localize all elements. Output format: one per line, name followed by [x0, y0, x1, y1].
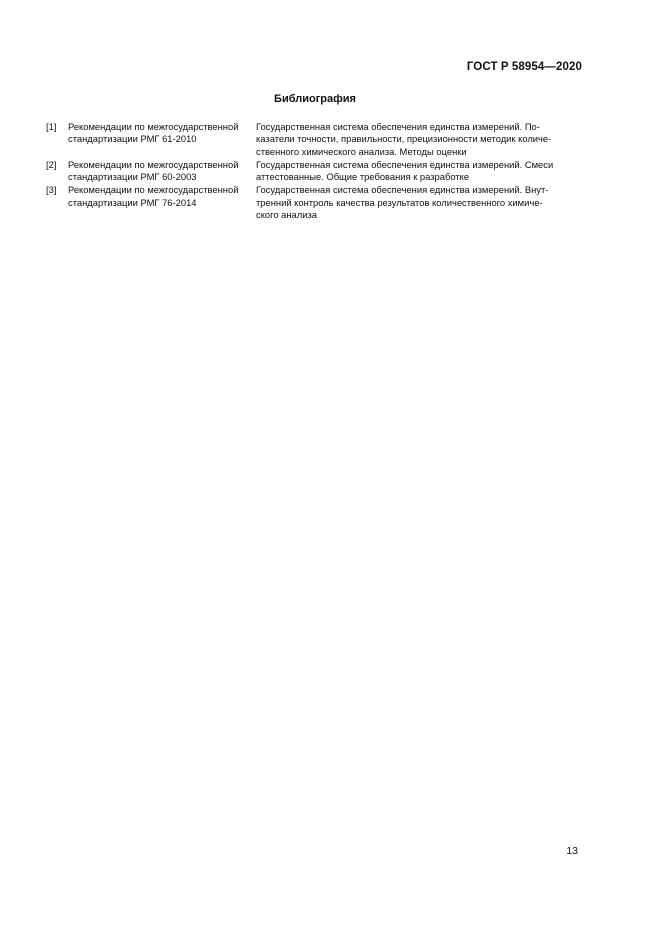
- entry-title: [256, 121, 580, 158]
- entry-number: [1]: [46, 121, 57, 132]
- entry-title-line: аттестованные. Общие требования к разработке: [256, 171, 470, 183]
- entry-title-line: Государственная система обеспечения единства измерений. По-: [256, 121, 540, 132]
- entry-title: [256, 184, 580, 221]
- entry-title-line: Государственная система обеспечения единства измерений. Внут-: [256, 184, 549, 196]
- entry-source-line: стандартизации РМГ 76-2014: [68, 196, 197, 208]
- entry-source-line: Рекомендации по межгосударственной: [68, 184, 239, 196]
- entry-title: [256, 159, 580, 184]
- entry-number: [3]: [46, 184, 57, 196]
- bibliography-entry: [46, 159, 580, 184]
- entry-source-line: Рекомендации по межгосударственной: [68, 121, 239, 132]
- entry-source: [68, 159, 256, 184]
- entry-source-line: стандартизации РМГ 60-2003: [68, 171, 197, 183]
- bibliography-entry: [46, 184, 580, 221]
- entry-source-line: стандартизации РМГ 61-2010: [68, 133, 197, 145]
- standard-code: ГОСТ Р 58954—2020: [466, 61, 582, 73]
- entry-title-line: тренний контроль качества результатов количественного химиче-: [256, 196, 543, 208]
- entry-title-line: казатели точности, правильности, прецизионности методик количе-: [256, 133, 552, 145]
- entry-title-line: ственного химического анализа. Методы оценки: [256, 145, 467, 157]
- entry-source: [68, 184, 256, 209]
- entry-title-line: Государственная система обеспечения единства измерений. Смеси: [256, 158, 554, 170]
- entry-number: [2]: [46, 158, 57, 170]
- bibliography-list: [46, 121, 580, 222]
- entry-title-line: ского анализа: [256, 209, 317, 221]
- section-title: Библиография: [274, 93, 356, 105]
- page-number: 13: [566, 845, 578, 857]
- bibliography-entry: [46, 121, 580, 158]
- entry-source: [68, 121, 256, 146]
- entry-source-line: Рекомендации по межгосударственной: [68, 158, 239, 170]
